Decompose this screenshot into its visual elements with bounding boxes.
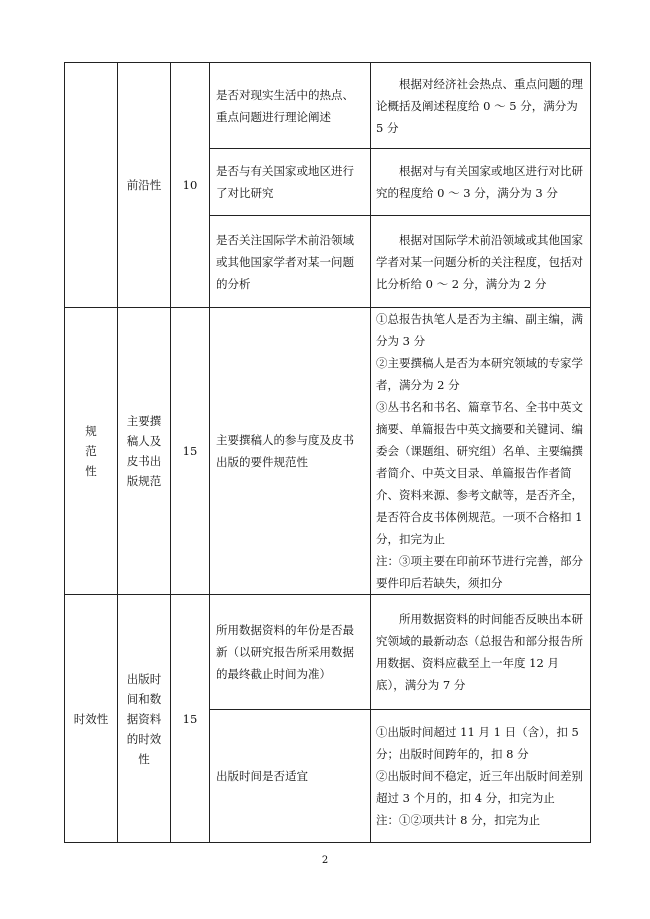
sub-indicator-timeliness: 出版时间和数据资料的时效性 bbox=[118, 595, 171, 843]
rule-cell: 根据对经济社会热点、重点问题的理论概括及阐述程度给 0 ～ 5 分，满分为 5 分 bbox=[371, 63, 591, 149]
rule-line: ①总报告执笔人是否为主编、副主编，满分为 3 分 bbox=[376, 312, 583, 348]
dimension-cell-empty bbox=[65, 63, 118, 308]
sub-indicator-frontier: 前沿性 bbox=[118, 63, 171, 308]
rule-cell bbox=[371, 308, 591, 595]
dimension-timeliness: 时效性 bbox=[65, 595, 118, 843]
rule-line: 注：①②项共计 8 分，扣完为止 bbox=[376, 813, 541, 827]
criterion-cell: 是否关注国际学术前沿领域或其他国家学者对某一问题的分析 bbox=[210, 216, 371, 308]
rule-line: ②主要撰稿人是否为本研究领域的专家学者，满分为 2 分 bbox=[376, 356, 583, 392]
score-frontier: 10 bbox=[171, 63, 210, 308]
rule-cell bbox=[371, 710, 591, 843]
criterion-cell: 所用数据资料的年份是否最新（以研究报告所采用数据的最终截止时间为准） bbox=[210, 595, 371, 710]
criterion-cell: 是否对现实生活中的热点、重点问题进行理论阐述 bbox=[210, 63, 371, 149]
rule-cell: 所用数据资料的时间能否反映出本研究领域的最新动态（总报告和部分报告所用数据、资料应截至上一年度 12 月底），满分为 7 分 bbox=[371, 595, 591, 710]
page-number: 2 bbox=[321, 855, 329, 866]
table-row bbox=[65, 308, 591, 595]
sub-indicator-normative: 主要撰稿人及皮书出版规范 bbox=[118, 308, 171, 595]
score-timeliness: 15 bbox=[171, 595, 210, 843]
rule-line: ①出版时间超过 11 月 1 日（含），扣 5 分；出版时间跨年的，扣 8 分 bbox=[376, 725, 579, 761]
rule-cell: 根据对与有关国家或地区进行对比研究的程度给 0 ～ 3 分，满分为 3 分 bbox=[371, 149, 591, 216]
score-normative: 15 bbox=[171, 308, 210, 595]
rule-line: ③丛书名和书名、篇章节名、全书中英文摘要、单篇报告中英文摘要和关键词、编委会（课题组、研究组）名单、主要编撰者简介、中英文目录、单篇报告作者简介、资料来源、参考文献等，是否齐全，是否符合皮书体例规范。一项不合格扣 1 分，扣完为止 bbox=[376, 400, 583, 546]
evaluation-table bbox=[64, 62, 591, 843]
rule-line: 注：③项主要在印前环节进行完善，部分要件印后若缺失，须扣分 bbox=[376, 554, 583, 590]
criterion-cell: 出版时间是否适宜 bbox=[210, 710, 371, 843]
table-row bbox=[65, 595, 591, 710]
table-row bbox=[65, 63, 591, 149]
criterion-cell: 主要撰稿人的参与度及皮书出版的要件规范性 bbox=[210, 308, 371, 595]
criterion-cell: 是否与有关国家或地区进行了对比研究 bbox=[210, 149, 371, 216]
rule-cell: 根据对国际学术前沿领域或其他国家学者对某一问题分析的关注程度，包括对比分析给 0 ～ 2 分，满分为 2 分 bbox=[371, 216, 591, 308]
rule-line: ②出版时间不稳定，近三年出版时间差别超过 3 个月的，扣 4 分，扣完为止 bbox=[376, 769, 583, 805]
dimension-normative: 规范性 bbox=[65, 308, 118, 595]
